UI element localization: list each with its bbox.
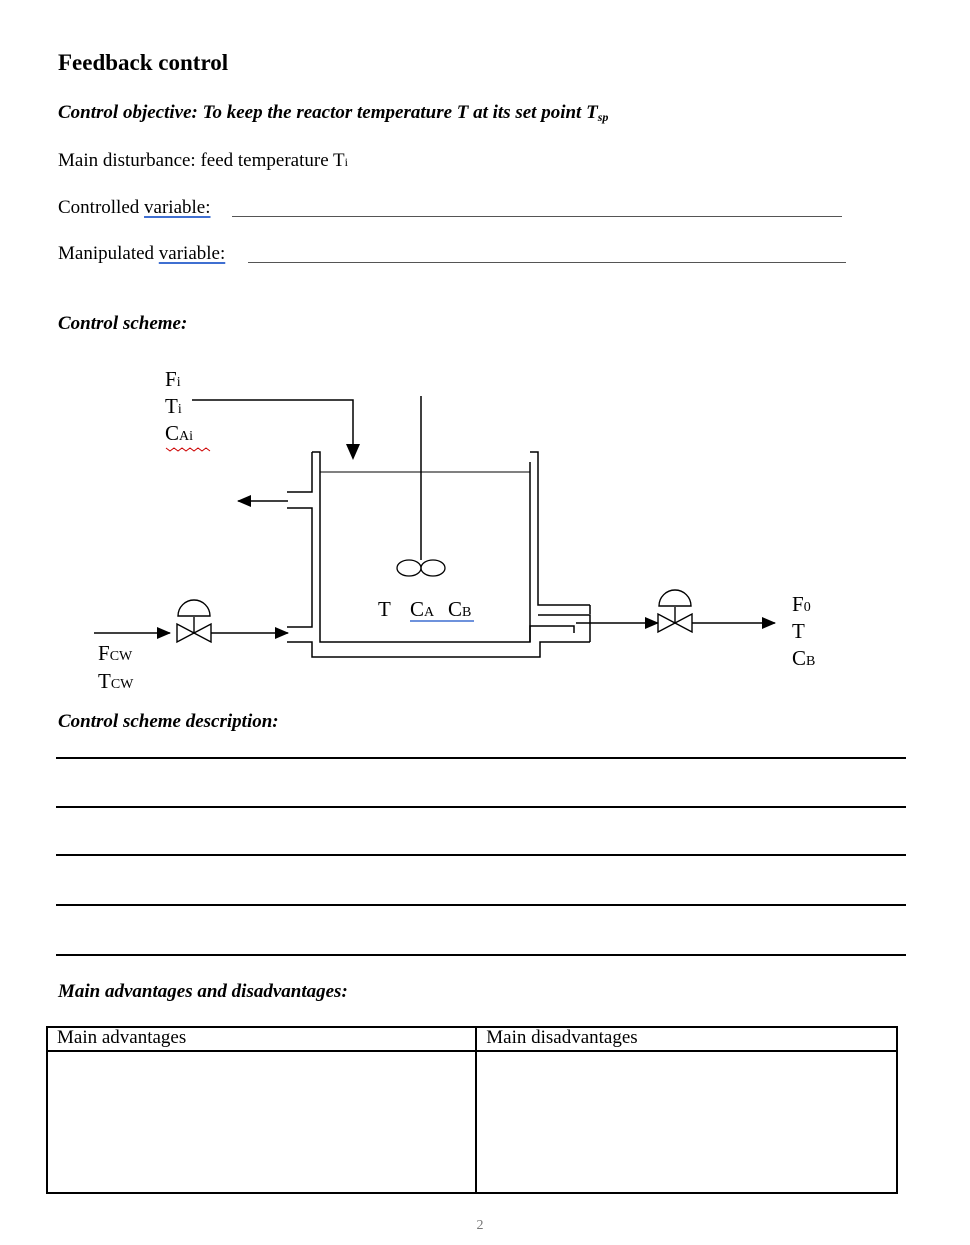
description-line-5[interactable] [56,954,906,956]
manipulated-prefix: Manipulated [58,243,155,264]
coolant-control-valve[interactable] [177,600,211,642]
impeller-left [397,560,421,576]
page-title: Feedback control [58,50,229,75]
control-scheme-heading: Control scheme: [58,313,188,334]
advantages-column-header: Main advantages [47,1027,476,1051]
coolant-flow-label: FCW [98,641,133,665]
jacket-left-upper [287,452,312,492]
advantages-heading: Main advantages and disadvantages: [58,981,348,1002]
feed-flow-label: Fi [165,367,181,391]
product-control-valve[interactable] [658,590,692,632]
controlled-variable-word: variable: [144,197,211,218]
feed-line [192,400,353,446]
description-heading: Control scheme description: [58,711,279,732]
control-objective-text: Control objective: To keep the reactor temperature T at its set point T [58,102,598,123]
description-line-3[interactable] [56,854,906,856]
feed-arrowhead [346,444,360,460]
reactor-ca-label: CA [410,597,435,621]
jacket-bottom [287,642,590,657]
feed-temp-label: Ti [165,394,182,418]
description-line-4[interactable] [56,904,906,906]
reactor-cb-label: CB [448,597,472,621]
manipulated-variable-word: variable: [158,243,226,264]
disadvantages-column-header: Main disadvantages [476,1027,897,1051]
outlet-conc-label: CB [792,646,816,670]
feed-conc-label: CAi [165,421,194,445]
main-disturbance-text: Main disturbance: feed temperature T [58,150,345,171]
jacket-right-wall [530,452,590,605]
outlet-flow-label: F0 [792,592,811,616]
disturbance-subscript: i [344,155,348,169]
reactor-temp-label: T [378,597,391,621]
coolant-temp-label: TCW [98,669,134,693]
disadvantages-cell[interactable] [476,1051,897,1193]
jacket-left-wall [287,508,312,627]
controlled-prefix: Controlled [58,197,140,218]
spell-underline [166,448,210,451]
impeller-right [421,560,445,576]
page-number: 2 [476,1218,484,1233]
description-line-1[interactable] [56,757,906,759]
outlet-temp-label: T [792,619,805,643]
advantages-cell[interactable] [47,1051,476,1193]
setpoint-subscript: sp [597,110,609,124]
description-line-2[interactable] [56,806,906,808]
outlet-pipe [530,626,574,642]
advantages-table [46,1026,898,1194]
